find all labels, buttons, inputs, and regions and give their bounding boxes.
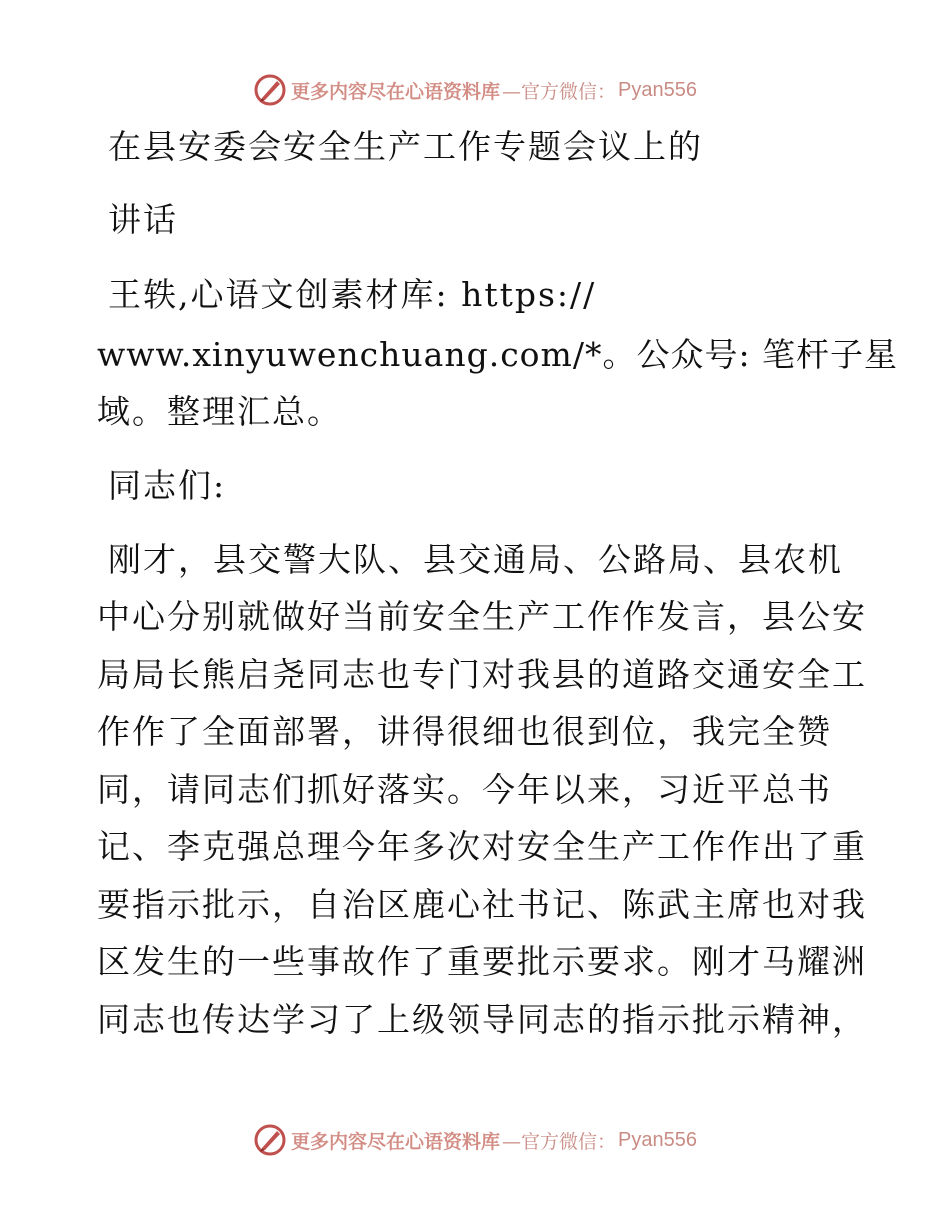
doc-body-line: 中心分别就做好当前安全生产工作作发言，县公安 [97, 597, 867, 636]
watermark-separator: —官方微信： [502, 1130, 617, 1153]
doc-body-line: 同志也传达学习了上级领导同志的指示批示精神， [97, 1000, 867, 1039]
pen-logo-icon [253, 73, 287, 107]
pen-logo-icon [253, 1123, 287, 1157]
doc-source-line-1 [108, 275, 596, 315]
watermark-text: 更多内容尽在心语资料库 [291, 1130, 501, 1153]
doc-source-line-3: 域。整理汇总。 [97, 392, 342, 431]
doc-body-line: 记、李克强总理今年多次对安全生产工作作出了重 [97, 827, 867, 866]
doc-body-line: 刚才，县交警大队、县交通局、公路局、县农机 [108, 540, 843, 579]
footer-watermark [0, 1120, 950, 1160]
doc-body-line: 区发生的一些事故作了重要批示要求。刚才马耀洲 [97, 942, 867, 981]
doc-source-text-1: 王轶,心语文创素材库: https:// [108, 275, 597, 314]
doc-title-line-2: 讲话 [108, 200, 178, 239]
doc-body-line: 同，请同志们抓好落实。今年以来，习近平总书 [97, 770, 832, 809]
watermark-wechat: Pyan556 [618, 78, 697, 101]
doc-body-line: 局局长熊启尧同志也专门对我县的道路交通安全工 [97, 655, 867, 694]
doc-body-line: 要指示批示，自治区鹿心社书记、陈武主席也对我 [97, 885, 867, 924]
doc-body-line: 作作了全面部署，讲得很细也很到位，我完全赞 [97, 712, 832, 751]
header-watermark [0, 70, 950, 110]
watermark-separator: —官方微信： [502, 80, 617, 103]
watermark-text: 更多内容尽在心语资料库 [291, 80, 501, 103]
doc-title-line-1: 在县安委会安全生产工作专题会议上的 [108, 127, 703, 166]
watermark-wechat: Pyan556 [618, 1128, 697, 1151]
doc-source-line-2: www.xinyuwenchuang.com/*。公众号: 笔杆子星 [97, 335, 899, 374]
doc-greeting: 同志们: [108, 466, 227, 505]
